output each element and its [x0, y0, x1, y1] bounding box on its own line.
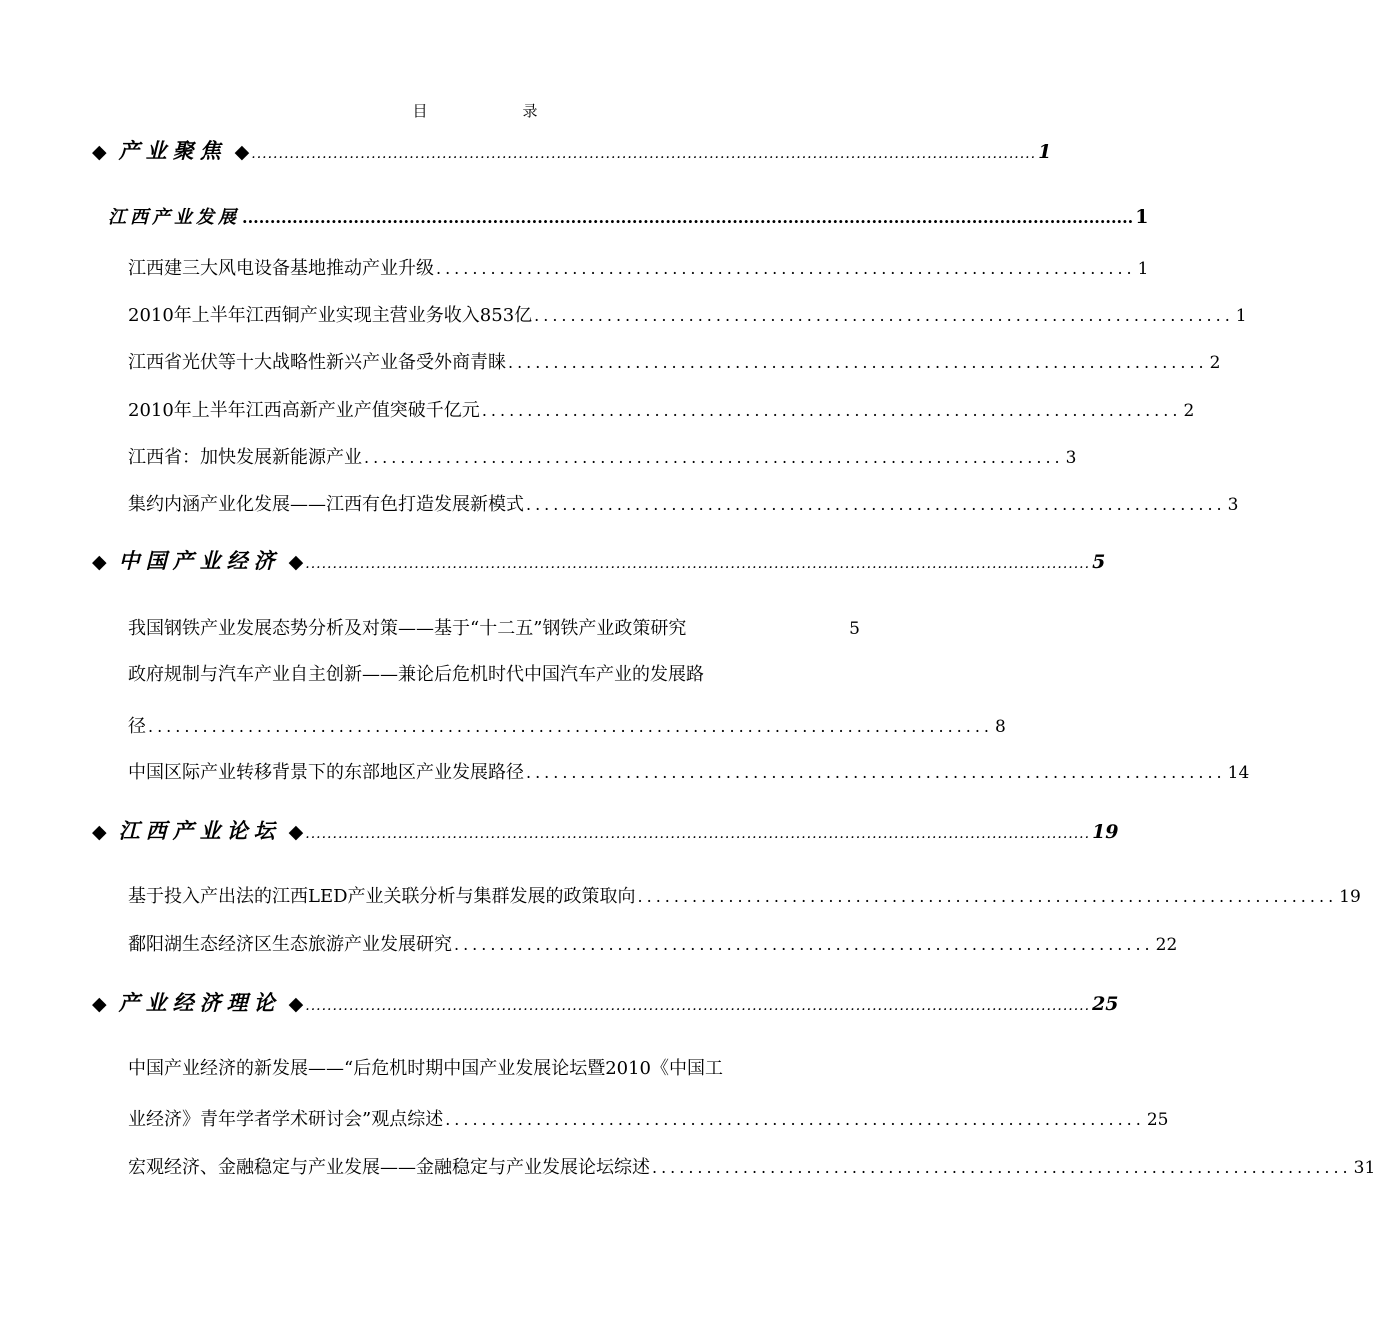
leader-dots: .............................................................................	[364, 448, 1064, 467]
leader-dots: .............................................................................	[436, 259, 1136, 278]
toc-section-2[interactable]	[92, 545, 1106, 575]
entry-title: 中国区际产业转移背景下的东部地区产业发展路径	[128, 762, 524, 783]
page-number: 31	[1353, 1158, 1375, 1178]
entry-title: 径	[128, 716, 146, 737]
diamond-icon: ◆	[288, 993, 304, 1015]
entry-title: 2010年上半年江西高新产业产值突破千亿元	[128, 400, 480, 421]
entry-title: 鄱阳湖生态经济区生态旅游产业发展研究	[128, 934, 452, 955]
leader-dots: .............................................................................	[637, 887, 1338, 906]
leader-dots: ................................................................................................................................................	[305, 998, 1091, 1014]
page-number: 3	[1065, 448, 1077, 468]
diamond-icon: ◆	[92, 551, 107, 573]
page-number: 3	[1227, 495, 1239, 515]
leader-dots: .............................................................................	[454, 935, 1154, 954]
toc-entry[interactable]	[128, 930, 1178, 956]
entry-title: 基于投入产出法的江西LED产业关联分析与集群发展的政策取向	[128, 886, 636, 907]
diamond-icon: ◆	[288, 821, 304, 843]
leader-dots: ................................................................................................................................................................	[242, 208, 1134, 227]
toc-entry[interactable]	[128, 1105, 1169, 1131]
entry-title: 宏观经济、金融稳定与产业发展——金融稳定与产业发展论坛综述	[128, 1157, 650, 1178]
entry-title: 业经济》青年学者学术研讨会”观点综述	[128, 1109, 444, 1130]
page-number: 1	[1135, 206, 1149, 228]
section-title: 产业经济理论	[118, 990, 281, 1015]
page-number: 2	[1209, 353, 1221, 373]
page-number: 1	[1235, 306, 1247, 326]
page-number: 19	[1092, 821, 1119, 843]
toc-entry[interactable]	[128, 396, 1195, 422]
page-number: 5	[849, 619, 860, 639]
toc-section-1[interactable]	[92, 135, 1052, 165]
toc-entry[interactable]	[128, 348, 1221, 374]
page-number: 5	[1092, 551, 1106, 573]
toc-entry[interactable]	[128, 254, 1149, 280]
leader-dots: .............................................................................	[534, 306, 1234, 325]
leader-dots: ................................................................................................................................................	[251, 146, 1037, 162]
leader-dots: .............................................................................	[526, 763, 1226, 782]
page-number: 14	[1227, 763, 1250, 783]
leader-dots: .............................................................................	[481, 401, 1182, 420]
entry-title: 江西建三大风电设备基地推动产业升级	[128, 258, 434, 279]
entry-title: 集约内涵产业化发展——江西有色打造发展新模式	[128, 494, 524, 515]
leader-dots: .............................................................................	[508, 353, 1208, 372]
diamond-icon: ◆	[92, 993, 107, 1015]
section-title: 江西产业论坛	[118, 818, 281, 843]
toc-section-3[interactable]	[92, 815, 1119, 845]
entry-title: 江西省：加快发展新能源产业	[128, 447, 362, 468]
toc-entry[interactable]	[128, 758, 1250, 784]
subsection-title: 江西产业发展	[108, 207, 240, 228]
leader-dots: .............................................................................	[445, 1110, 1145, 1129]
diamond-icon: ◆	[288, 551, 304, 573]
section-title: 中国产业经济	[118, 548, 281, 573]
section-title: 产业聚焦	[118, 138, 227, 163]
toc-entry-line1[interactable]: 政府规制与汽车产业自主创新——兼论后危机时代中国汽车产业的发展路	[128, 664, 704, 685]
toc-subsection[interactable]	[108, 203, 1149, 229]
leader-dots: .............................................................................	[526, 495, 1226, 514]
toc-section-4[interactable]	[92, 987, 1119, 1017]
entry-title: 江西省光伏等十大战略性新兴产业备受外商青睐	[128, 352, 506, 373]
toc-entry[interactable]	[128, 490, 1239, 516]
page-number: 22	[1155, 935, 1178, 955]
page-number: 2	[1183, 401, 1195, 421]
page-title: 目 录	[412, 102, 578, 120]
leader-dots: .............................................................................	[652, 1158, 1352, 1177]
toc-entry[interactable]	[128, 301, 1247, 327]
diamond-icon: ◆	[92, 141, 107, 163]
leader-dots: .............................................................................................	[148, 717, 993, 736]
toc-entry[interactable]	[128, 614, 860, 640]
leader-dots: ................................................................................................................................................	[305, 826, 1091, 842]
page-number: 25	[1146, 1110, 1169, 1130]
page-number: 1	[1038, 141, 1052, 163]
toc-entry[interactable]	[128, 1153, 1375, 1179]
page-number: 8	[995, 717, 1006, 737]
page-number: 25	[1092, 993, 1119, 1015]
page-number: 1	[1137, 259, 1149, 279]
entry-title: 2010年上半年江西铜产业实现主营业务收入853亿	[128, 305, 533, 326]
toc-entry[interactable]	[128, 712, 1006, 738]
toc-entry-line1[interactable]: 中国产业经济的新发展——“后危机时期中国产业发展论坛暨2010《中国工	[128, 1058, 724, 1079]
leader-dots: ................................................................................................................................................	[305, 556, 1091, 572]
page-number: 19	[1339, 887, 1361, 907]
entry-title: 我国钢铁产业发展态势分析及对策——基于“十二五”钢铁产业政策研究	[128, 618, 687, 639]
diamond-icon: ◆	[234, 141, 250, 163]
diamond-icon: ◆	[92, 821, 107, 843]
toc-entry[interactable]	[128, 443, 1077, 469]
toc-entry[interactable]	[128, 882, 1361, 908]
